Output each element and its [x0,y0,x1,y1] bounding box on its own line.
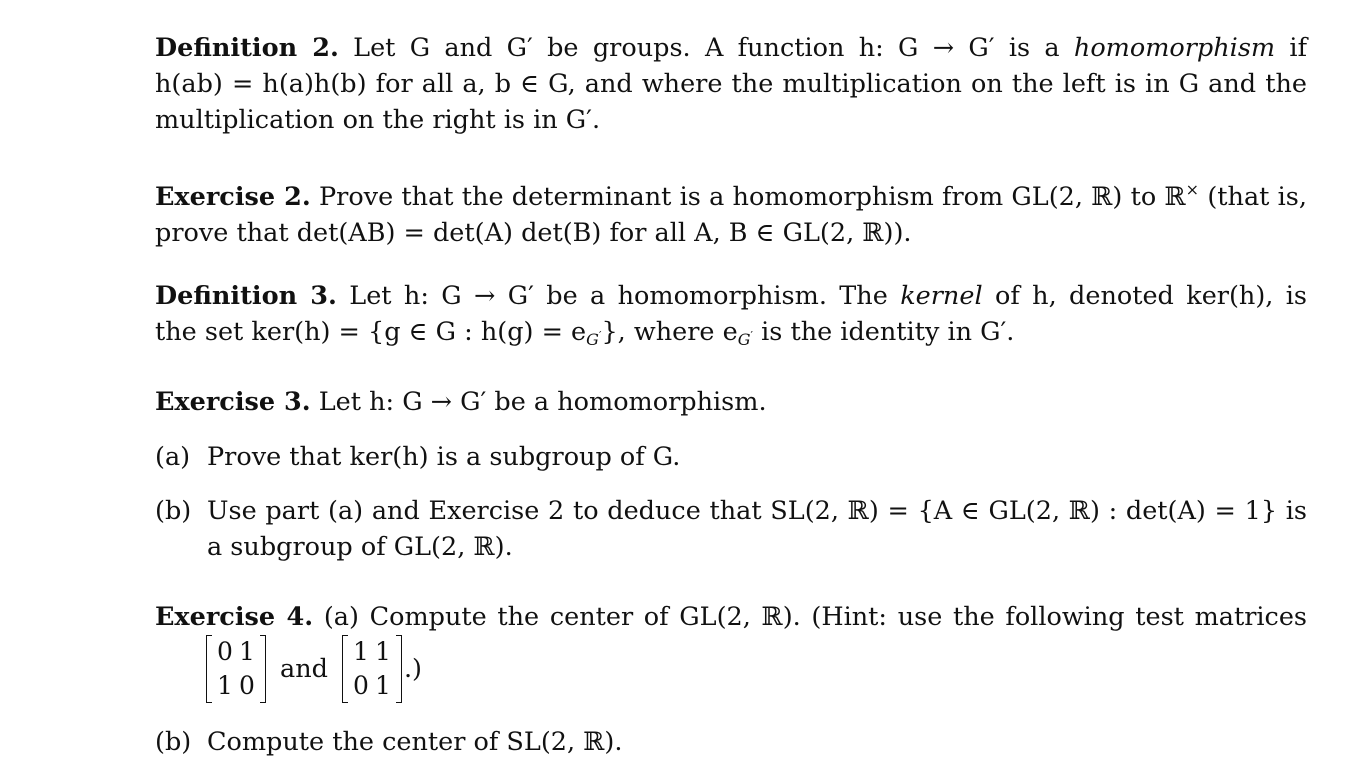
exercise-2-line1-end: (that is, [1207,182,1307,212]
definition-3-label: Definition 3. [155,281,337,311]
matrix-1-cell: 0 [239,671,255,700]
matrix-after-text: .) [403,654,423,684]
definition-2-label: Definition 2. [155,33,339,63]
definition-3-line2b: }, where e [601,317,738,347]
exercise-3 [155,384,1307,420]
exercise-4-a-line1: (a) Compute the center of GL(2, ℝ). (Hint: use the following test matrices [323,602,1308,632]
matrix-1 [206,635,266,703]
matrix-2-cell: 1 [375,637,391,666]
definition-2-line1: Let G and G′ be groups. A function h: G → G′ is a [353,33,1060,63]
matrix-2 [342,635,402,703]
matrix-2-right-bracket [396,635,402,703]
exercise-2-sup: × [1185,180,1200,199]
definition-3-line1b: of h, denoted ker(h), is [994,281,1308,311]
matrix-2-cell: 0 [353,671,369,700]
exercise-4-b-text: Compute the center of SL(2, ℝ). [207,727,623,757]
exercise-3-intro: Let h: G → G′ be a homomorphism. [318,387,767,417]
exercise-2-label: Exercise 2. [155,182,311,212]
definition-3-sub: G′ [586,329,602,349]
matrix-2-cell: 1 [375,671,391,700]
exercise-3-b-label: (b) [155,496,192,526]
exercise-4-matrices [200,633,422,705]
exercise-3-b-line1: Use part (a) and Exercise 2 to deduce that SL(2, ℝ) = {A ∈ GL(2, ℝ) : det(A) = 1} is [207,496,1307,526]
exercise-2-line2: prove that det(AB) = det(A) det(B) for all A, B ∈ GL(2, ℝ)). [155,218,912,248]
exercise-3-a-text: Prove that ker(h) is a subgroup of G. [207,442,681,472]
definition-3-line2a: the set ker(h) = {g ∈ G : h(g) = e [155,317,587,347]
definition-2 [155,30,1307,138]
exercise-2 [155,172,1307,251]
definition-3-line1a: Let h: G → G′ be a homomorphism. The [349,281,888,311]
exercise-4-label: Exercise 4. [155,602,314,632]
exercise-3-b-line2: a subgroup of GL(2, ℝ). [207,532,513,562]
matrix-1-cell: 0 [217,637,233,666]
exercise-2-line1: Prove that the determinant is a homomorphism from GL(2, ℝ) to ℝ [318,182,1186,212]
exercise-3-a-label: (a) [155,442,191,472]
definition-2-line2: h(ab) = h(a)h(b) for all a, b ∈ G, and where the multiplication on the left is in G and the [155,69,1307,99]
matrix-1-right-bracket [260,635,266,703]
exercise-3-label: Exercise 3. [155,387,311,417]
definition-2-term: homomorphism [1073,33,1276,63]
definition-3-line2c: is the identity in G′. [761,317,1015,347]
definition-2-line1-end: if [1289,33,1308,63]
definition-2-line3: multiplication on the right is in G′. [155,105,601,135]
matrix-1-cell: 1 [239,637,255,666]
matrix-2-cell: 1 [353,637,369,666]
and-text: and [280,654,328,684]
matrix-1-cell: 1 [217,671,233,700]
exercise-4 [155,599,1307,635]
exercise-4-b-label: (b) [155,727,192,757]
definition-3 [155,278,1307,358]
definition-3-sub2: G′ [737,329,753,349]
definition-3-term: kernel [900,281,983,311]
